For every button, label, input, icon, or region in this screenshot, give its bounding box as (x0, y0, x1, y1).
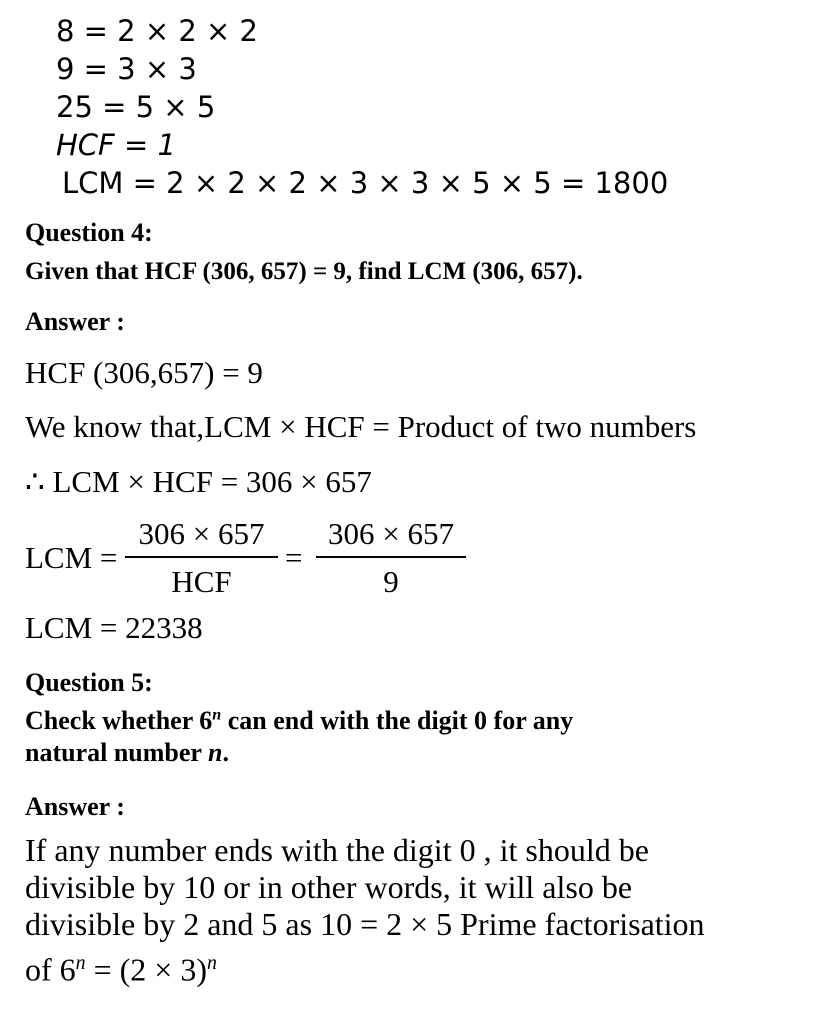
answer-line-3: divisible by 2 and 5 as 10 = 2 × 5 Prime factorisation (25, 906, 705, 942)
therefore-line: ∴ LCM × HCF = 306 × 657 (25, 464, 372, 499)
answer-line-2: divisible by 10 or in other words, it will also be (25, 869, 633, 905)
variable-n: n (208, 738, 223, 767)
question-5-answer-label: Answer : (25, 792, 125, 821)
question-4-heading: Question 4: (25, 218, 153, 247)
a4-pre: of 6 (25, 951, 76, 988)
answer-line-4 (25, 945, 217, 989)
factor-line-9: 9 = 3 × 3 (56, 52, 197, 86)
q5-text-b-post: . (222, 738, 229, 767)
fraction-hcf-denominator: HCF (171, 564, 232, 599)
fraction-hcf (125, 516, 278, 600)
fraction-bar (125, 556, 278, 558)
fraction-nine-denominator: 9 (383, 564, 399, 599)
lcm-hcf-relation: We know that,LCM × HCF = Product of two numbers (25, 409, 697, 444)
question-5-text-line-2 (25, 738, 229, 768)
factor-line-8: 8 = 2 × 2 × 2 (56, 14, 259, 48)
hcf-line: HCF = 1 (56, 128, 176, 162)
fraction-nine-numerator: 306 × 657 (328, 516, 454, 551)
q5-text-a-post: can end with the digit 0 for any (221, 706, 574, 735)
q5-text-b-pre: natural number (25, 738, 208, 767)
fraction-nine (316, 516, 466, 600)
exponent-n: n (75, 952, 86, 974)
exponent-n: n (212, 706, 222, 724)
a4-mid: = (2 × 3) (85, 951, 207, 988)
question-4-answer-label: Answer : (25, 307, 125, 336)
q5-text-a-pre: Check whether 6 (25, 706, 213, 735)
equals-sign: = (285, 540, 303, 575)
fraction-bar (316, 556, 466, 558)
question-4-text: Given that HCF (306, 657) = 9, find LCM (306, 657). (25, 258, 583, 285)
answer-line-1: If any number ends with the digit 0 , it should be (25, 832, 649, 868)
exponent-n: n (206, 952, 217, 974)
hcf-given: HCF (306,657) = 9 (25, 355, 263, 390)
question-5-text-line-1 (25, 706, 573, 736)
lcm-label: LCM = (25, 540, 118, 575)
factor-line-25: 25 = 5 × 5 (56, 90, 216, 124)
fraction-hcf-numerator: 306 × 657 (138, 516, 265, 551)
lcm-line: LCM = 2 × 2 × 2 × 3 × 3 × 5 × 5 = 1800 (62, 166, 669, 200)
question-5-heading: Question 5: (25, 668, 153, 697)
lcm-result: LCM = 22338 (25, 610, 203, 645)
